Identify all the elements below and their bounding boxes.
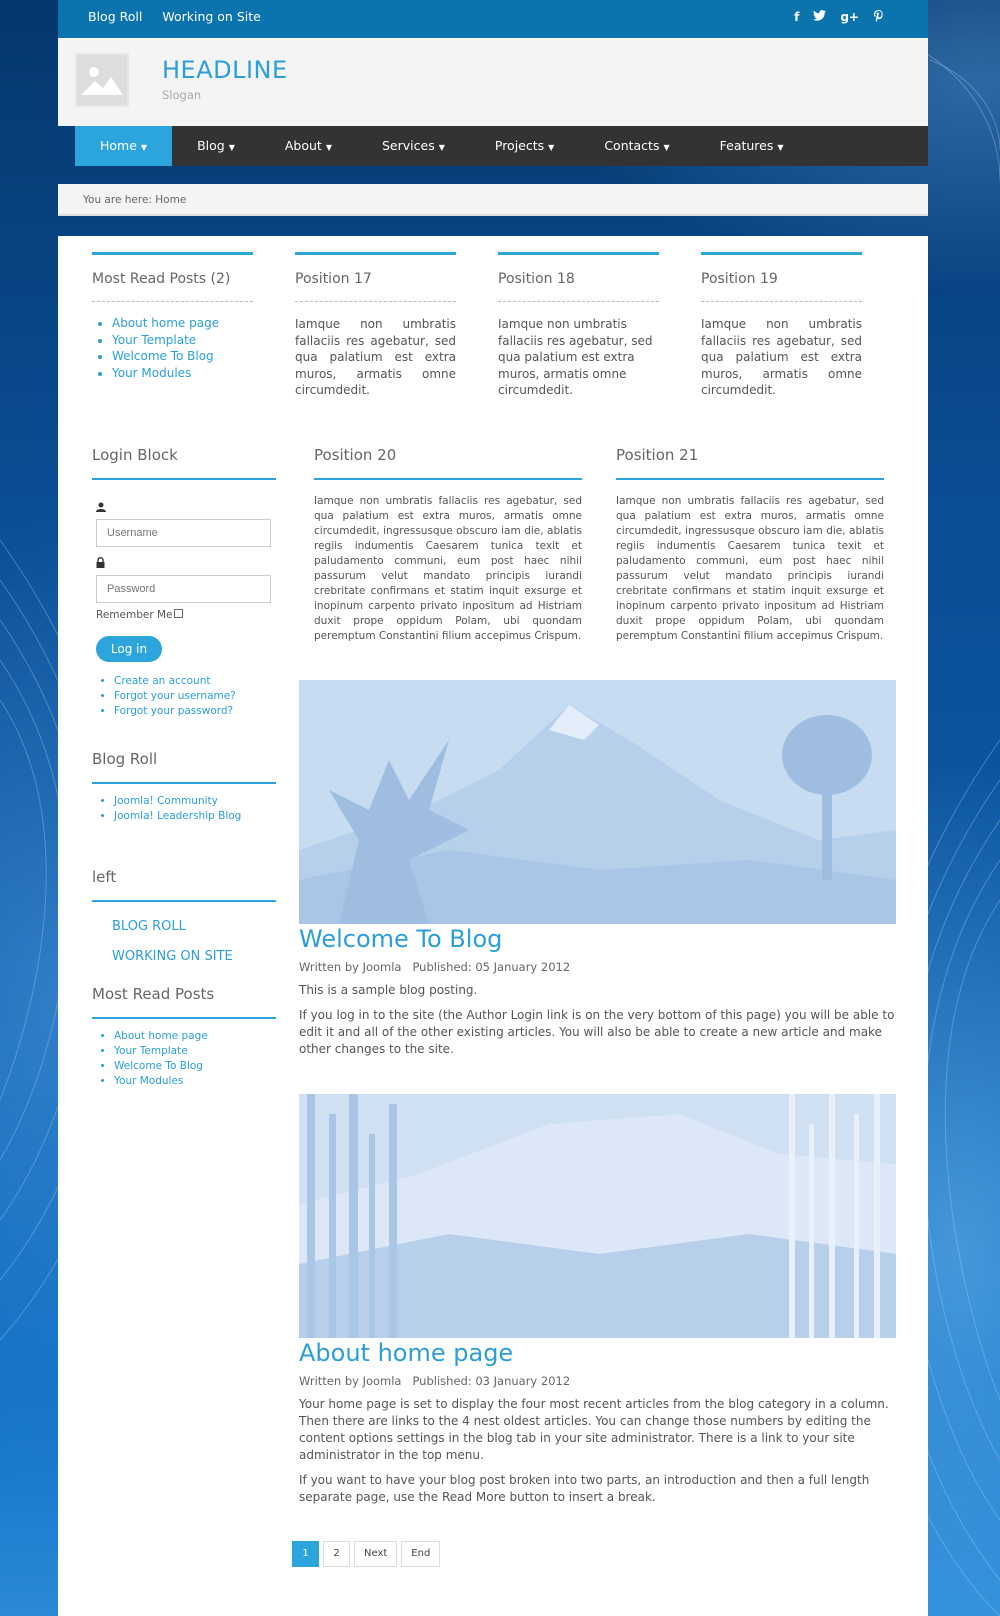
pinterest-icon[interactable] (873, 10, 884, 25)
article-about-home (299, 1094, 896, 1506)
breadcrumb (58, 184, 928, 216)
module-text: Iamque non umbratis fallaciis res agebatur, sed qua palatium est extra muros, armatis omne circumdedit. (498, 317, 653, 397)
article-meta: Written by Joomla Published: 03 January 2012 (299, 1374, 571, 1388)
most-read-link[interactable]: Your Modules (114, 1075, 184, 1087)
main-content (58, 236, 928, 1616)
top-bar (58, 0, 928, 38)
nav-item-about[interactable]: About ▼ (284, 138, 332, 153)
article-paragraph: This is a sample blog posting. (299, 983, 478, 997)
position-20-module (314, 446, 582, 644)
lock-icon (96, 557, 276, 571)
module-title: Position 18 (498, 271, 659, 302)
logo-image-placeholder[interactable] (75, 53, 129, 107)
login-module (92, 446, 276, 719)
next-page-button[interactable]: Next (354, 1541, 397, 1567)
remember-me-checkbox[interactable] (174, 609, 183, 618)
module-title: Position 17 (295, 271, 456, 302)
pagination (292, 1541, 440, 1567)
most-read-side-module (92, 985, 276, 1089)
most-read-link[interactable]: Your Modules (112, 365, 192, 380)
user-icon (96, 502, 276, 515)
breadcrumb-text: You are here: Home (83, 194, 187, 206)
module-title: Position 21 (616, 446, 884, 480)
left-menu-item-blog-roll[interactable]: BLOG ROLL (112, 919, 186, 934)
remember-me-row (96, 609, 276, 621)
nav-item-features[interactable]: Features ▼ (719, 138, 784, 153)
remember-me-label: Remember Me (96, 609, 173, 621)
module-title: Most Read Posts (2) (92, 271, 253, 302)
module-title: Position 20 (314, 446, 582, 480)
module-title: left (92, 868, 276, 902)
module-text: Iamque non umbratis fallaciis res agebatur, sed qua palatium est extra muros, armatis omne circumdedit. (295, 317, 456, 397)
article-title[interactable]: Welcome To Blog (299, 925, 503, 953)
site-slogan: Slogan (162, 88, 202, 102)
nav-item-contacts[interactable]: Contacts ▼ (604, 138, 670, 153)
most-read-link[interactable]: Welcome To Blog (114, 1060, 203, 1072)
top-link-working-on-site[interactable]: Working on Site (162, 9, 261, 24)
twitter-icon[interactable] (813, 10, 826, 25)
blog-roll-module (92, 750, 276, 824)
article-title[interactable]: About home page (299, 1339, 514, 1367)
blog-roll-link[interactable]: Joomla! Community (114, 795, 218, 807)
module-text: Iamque non umbratis fallaciis res agebatur, sed qua palatium est extra muros, armatis omne circumdedit, ingressusque obscuro iam die, ablatis regiis indumentis Caesarem tunica texit et paludamento communi, eum post haec nihil passurum velut mandato principis iurandi crebritate confirmans et statim inquit exsurge et inopinum carpento privato inpositum ad Histriam duxit prope oppidum Polam, ubi quondam peremptum Constantini filium accepimus Crispum. (616, 495, 884, 642)
forgot-password-link[interactable]: Forgot your password? (114, 705, 234, 717)
module-title: Blog Roll (92, 750, 276, 784)
google-plus-icon[interactable]: g+ (840, 10, 859, 24)
blog-roll-link[interactable]: Joomla! Leadership Blog (114, 810, 242, 822)
nav-item-home[interactable]: Home ▼ (75, 126, 172, 166)
position-19-module (701, 252, 862, 399)
caret-down-icon: ▼ (228, 143, 235, 152)
top-link-blog-roll[interactable]: Blog Roll (88, 9, 143, 24)
most-read-link[interactable]: Your Template (114, 1045, 188, 1057)
site-headline[interactable]: HEADLINE (162, 56, 288, 84)
module-title: Most Read Posts (92, 985, 276, 1019)
caret-down-icon: ▼ (438, 143, 445, 152)
article-image-mountain (299, 680, 896, 924)
password-input[interactable] (96, 575, 271, 603)
most-read-link[interactable]: About home page (114, 1030, 208, 1042)
left-menu-module (92, 868, 276, 972)
module-text: Iamque non umbratis fallaciis res agebatur, sed qua palatium est extra muros, armatis omne circumdedit. (701, 317, 862, 397)
page-1-button[interactable]: 1 (292, 1541, 319, 1567)
caret-down-icon: ▼ (325, 143, 332, 152)
most-read-link[interactable]: Welcome To Blog (112, 349, 214, 363)
main-nav (75, 126, 928, 166)
username-input[interactable] (96, 519, 271, 547)
caret-down-icon: ▼ (777, 143, 784, 152)
module-title: Login Block (92, 446, 276, 480)
site-header (58, 38, 928, 126)
most-read-link[interactable]: Your Template (112, 332, 197, 347)
nav-item-projects[interactable]: Projects ▼ (494, 138, 555, 153)
position-18-module (498, 252, 659, 399)
login-button[interactable]: Log in (96, 636, 162, 662)
caret-down-icon: ▼ (663, 143, 670, 152)
most-read-top-module (92, 252, 253, 381)
caret-down-icon: ▼ (548, 143, 555, 152)
module-title: Position 19 (701, 271, 862, 302)
most-read-link[interactable]: About home page (112, 316, 220, 330)
article-image-bamboo (299, 1094, 896, 1338)
position-17-module (295, 252, 456, 399)
position-21-module (616, 446, 884, 644)
create-account-link[interactable]: Create an account (114, 675, 211, 687)
forgot-username-link[interactable]: Forgot your username? (114, 690, 236, 702)
caret-down-icon: ▼ (140, 143, 148, 152)
article-paragraph: If you want to have your blog post broken into two parts, an introduction and then a full length separate page, use the Read More button to insert a break. (299, 1473, 870, 1504)
left-menu-item-working-on-site[interactable]: WORKING ON SITE (112, 949, 233, 964)
page-2-button[interactable]: 2 (323, 1541, 350, 1567)
article-paragraph: If you log in to the site (the Author Login link is on the very bottom of this page) you will be able to edit it and all of the other existing articles. You will also be able to create a new article and make other changes to the site. (299, 1008, 895, 1056)
nav-item-blog[interactable]: Blog ▼ (197, 138, 235, 153)
article-welcome (299, 680, 896, 1058)
article-paragraph: Your home page is set to display the four most recent articles from the blog category in a column. Then there are links to the 4 nest oldest articles. You can change those numbers by editing the content options settings in the blog tab in your site administrator. There is a link to your site administrator in the top menu. (299, 1397, 889, 1462)
module-text: Iamque non umbratis fallaciis res agebatur, sed qua palatium est extra muros, armatis omne circumdedit, ingressusque obscuro iam die, ablatis regiis indumentis Caesarem tunica texit et paludamento communi, eum post haec nihil passurum velut mandato principis iurandi crebritate confirmans et statim inquit exsurge et inopinum carpento privato inpositum ad Histriam duxit prope oppidum Polam, ubi quondam peremptum Constantini filium accepimus Crispum. (314, 495, 582, 642)
nav-item-services[interactable]: Services ▼ (382, 138, 445, 153)
facebook-icon[interactable]: f (794, 10, 800, 24)
article-meta: Written by Joomla Published: 05 January 2012 (299, 960, 571, 974)
end-page-button[interactable]: End (401, 1541, 440, 1567)
